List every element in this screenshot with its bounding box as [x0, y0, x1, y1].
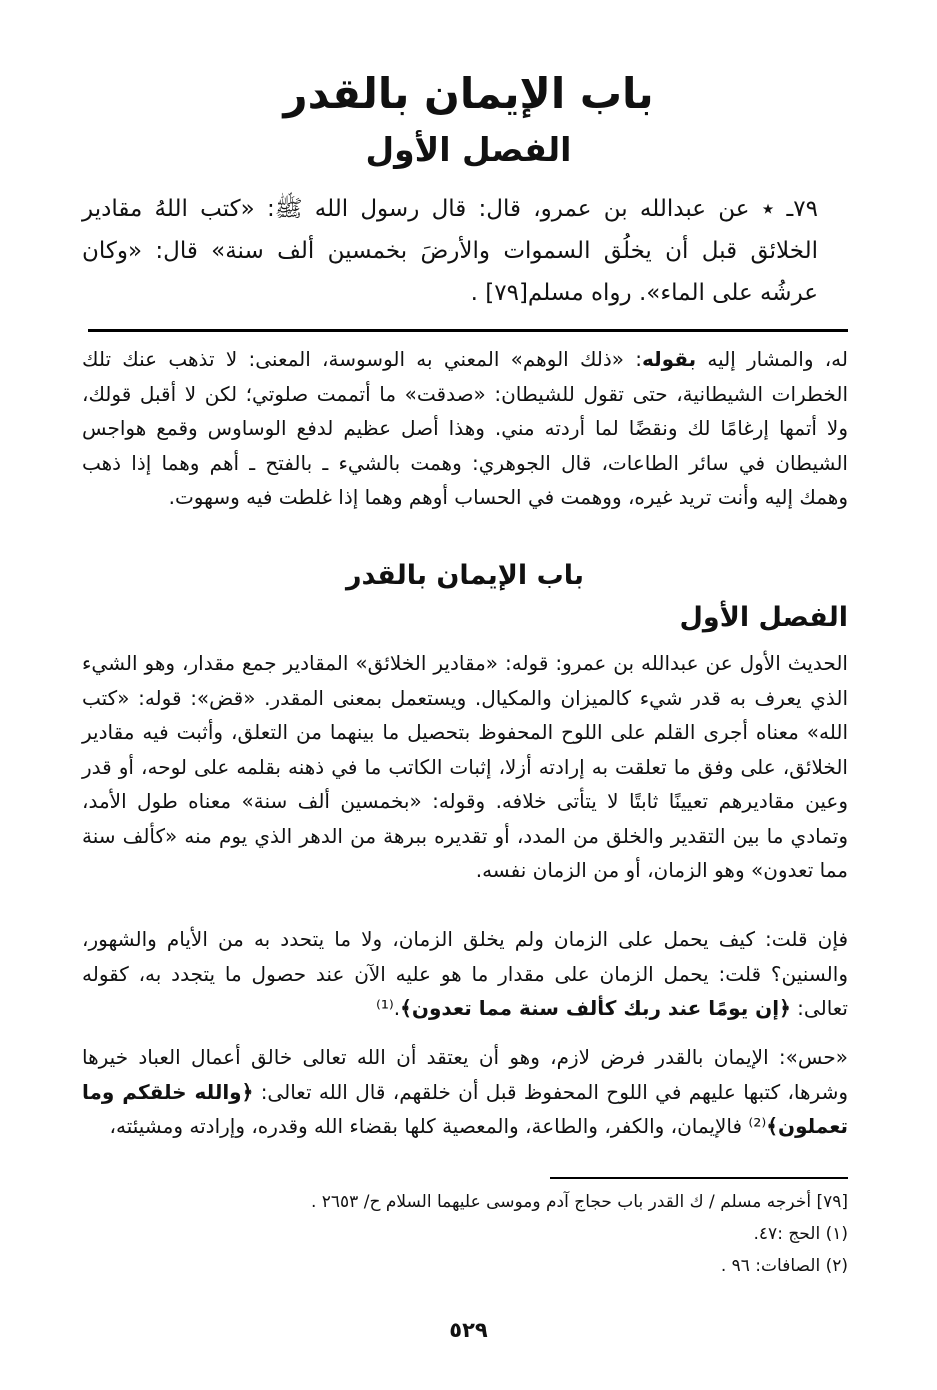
commentary-paragraph — [82, 922, 848, 1026]
hadith-text: ٧٩ـ ٭ عن عبدالله بن عمرو، قال: قال رسول الله ﷺ: «كتب اللهُ مقادير الخلائق قبل أن يخلُق السموات والأرضَ بخمسين ألف سنة» قال: «وكان عرشُه على الماء». رواه مسلم[٧٩] . — [82, 196, 818, 306]
footnote-divider — [550, 1177, 848, 1179]
footnote: (٢) الصافات: ٩٦ . — [720, 1256, 848, 1276]
commentary-text: له، والمشار إليه — [696, 347, 848, 371]
commentary-chapter-title: الفصل الأول — [679, 602, 848, 633]
chapter-title: باب الإيمان بالقدر — [283, 69, 654, 118]
commentary-text: «حس»: الإيمان بالقدر فرض لازم، وهو أن يعتقد أن الله تعالى خالق أعمال العباد خيرها وشرها، كتبها عليهم في اللوح المحفوظ قبل أن خلقهم، قال الله تعالى: — [82, 1045, 848, 1104]
commentary-text: .⁽¹⁾ — [375, 996, 401, 1020]
commentary-bold: بقوله — [642, 347, 697, 371]
commentary-text: ⁽²⁾ فالإيمان، والكفر، والطاعة، والمعصية كلها بقضاء الله وقدره، وإرادته ومشيئته، — [109, 1114, 767, 1138]
commentary-text: فإن قلت: كيف يحمل على الزمان ولم يخلق الزمان، ولا ما يتحدد به من الأيام والشهور، والسنين؟ قلت: يحمل الزمان على مقدار ما هو عليه الآن عند حصول ما يتجدد به، كقوله تعالى: — [82, 927, 848, 1020]
commentary-paragraph — [82, 1040, 848, 1144]
quran-verse: ﴿إن يومًا عند ربك كألف سنة مما تعدون﴾ — [400, 996, 791, 1020]
divider-line — [88, 329, 848, 332]
footnotes — [200, 1186, 848, 1282]
page-number: ٥٢٩ — [449, 1318, 488, 1342]
commentary-text: : «ذلك الوهم» المعني به الوسوسة، المعنى: لا تذهب عنك تلك الخطرات الشيطانية، حتى تقول للشيطان: «صدقت» ما أتممت صلوتي؛ لكن لا أقبل قولك، ولا أتمها إرغامًا لك ونقضًا لما أردته مني. وهذا أصل عظيم لدفع الوساوس وقمع هواجس الشيطان في سائر الطاعات، قال الجوهري: وهمت بالشيء ـ بالفتح ـ أهم وهما إذا ذهب وهمك إليه وأنت تريد غيره، ووهمت في الحساب أوهم وهما إذا غلطت فيه وسهوت. — [82, 347, 848, 509]
commentary-section-title: باب الإيمان بالقدر — [346, 560, 584, 591]
quran-verse: ﴿والله خلقكم وما تعملون﴾ — [82, 1079, 848, 1138]
commentary-paragraph: الحديث الأول عن عبدالله بن عمرو: قوله: «مقادير الخلائق» المقادير جمع مقدار، وهو الشيء الذي يعرف به قدر شيء كالميزان والمكيال. ويستعمل بمعنى المقدر. «قض»: قوله: «كتب الله» معناه أجرى القلم على اللوح المحفوظ بتحصيل ما بينهما من التعلق، وأثبت فيه مقادير الخلائق، على وفق ما تعلقت به إرادته أزلا، إثبات الكاتب ما في ذهنه بقلمه على لوحه، أو قدر وعين مقاديرهم تعيينًا ثابتًا لا يتأتى خلافه. وقوله: «بخمسين ألف سنة» معناه طول الأمد، وتمادي ما بين التقدير والخلق من المدد، أو تقديره ببرهة من الدهر الذي يوم منه «كألف سنة مما تعدون» وهو الزمان، أو من الزمان نفسه. — [82, 651, 848, 882]
footnote: [٧٩] أخرجه مسلم / ك القدر باب حجاج آدم وموسى عليهما السلام ح/ ٢٦٥٣ . — [310, 1192, 848, 1212]
section-title: الفصل الأول — [365, 130, 572, 169]
commentary-paragraph — [82, 342, 848, 515]
footnote: (١) الحج :٤٧. — [753, 1224, 848, 1244]
